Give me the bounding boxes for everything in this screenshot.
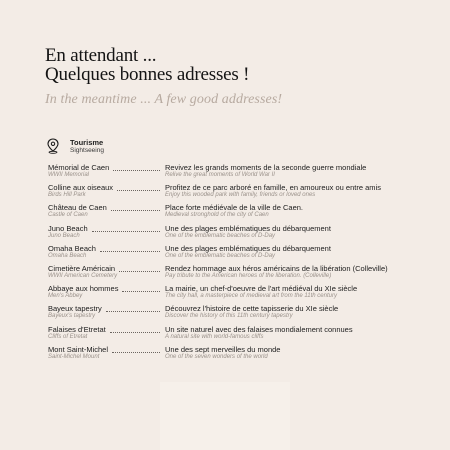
place-description-en: Medieval stronghold of the city of Caen	[165, 212, 269, 219]
dotted-leader	[110, 332, 160, 333]
dotted-leader	[112, 352, 160, 353]
place-description-en: Enjoy this wooded park with family, friends or loved ones	[165, 192, 316, 199]
list-item	[0, 163, 450, 183]
dotted-leader	[117, 190, 160, 191]
place-description-en: One of the seven wonders of the world	[165, 353, 268, 360]
place-name-en: Omaha Beach	[48, 252, 87, 259]
place-description-en: One of the emblematic beaches of D-Day	[165, 252, 276, 259]
place-name-en: Birds Hill Park	[48, 192, 86, 199]
page-title	[45, 46, 249, 84]
dotted-leader	[122, 291, 160, 292]
place-description: Une des plages emblématiques du débarquement	[165, 243, 331, 253]
place-description-en: Discover the history of this 11th century tapestry	[165, 313, 293, 320]
list-item	[0, 244, 450, 264]
place-name: Omaha Beach	[48, 243, 96, 253]
place-name-en: Men's Abbey	[48, 293, 83, 300]
bottom-panel	[160, 382, 290, 450]
dotted-leader	[106, 311, 160, 312]
place-name-en: Saint-Michel Mount	[48, 353, 100, 360]
dotted-leader	[119, 271, 160, 272]
list-item	[0, 284, 450, 304]
page-subtitle: In the meantime ... A few good addresses!	[45, 92, 283, 107]
list-item	[0, 224, 450, 244]
place-description: Profitez de ce parc arboré en famille, en amoureux ou entre amis	[165, 183, 381, 193]
dotted-leader	[111, 210, 160, 211]
place-name: Cimetière Américain	[48, 264, 116, 273]
place-description-en: The city hall, a masterpiece of medieval art from the 11th century	[165, 293, 337, 300]
dotted-leader	[92, 231, 160, 232]
place-description: Une des plages emblématiques du débarquement	[165, 223, 331, 233]
place-description: Revivez les grands moments de la seconde guerre mondiale	[165, 163, 367, 172]
map-pin-icon	[46, 138, 60, 154]
place-name: Falaises d'Etretat	[48, 324, 106, 334]
list-item	[0, 345, 450, 365]
place-description: Une des sept merveilles du monde	[165, 344, 281, 354]
place-name-en: WWII Memorial	[48, 172, 89, 178]
place-name: Mont Saint-Michel	[48, 344, 109, 354]
place-name-en: WWII American Cemetery	[48, 273, 118, 279]
place-description: La mairie, un chef-d'oeuvre de l'art médiéval du XIe siècle	[165, 284, 358, 294]
title-line-1: En attendant ...	[45, 45, 157, 66]
place-description-en: Pay tribute to the American heroes of the liberation. (Colleville)	[165, 273, 332, 279]
place-description: Un site naturel avec des falaises mondialement connues	[165, 324, 353, 334]
list-item	[0, 264, 450, 284]
list-item	[0, 183, 450, 203]
place-description-en: A natural site with world-famous cliffs	[165, 333, 264, 340]
list-item	[0, 203, 450, 223]
place-name: Juno Beach	[48, 223, 88, 233]
place-description: Découvrez l'histoire de cette tapisserie du XIe siècle	[165, 304, 339, 314]
section-subtitle: Sightseeing	[70, 147, 104, 154]
dotted-leader	[113, 170, 160, 171]
place-description: Place forte médiévale de la ville de Caen.	[165, 203, 303, 213]
place-name: Colline aux oiseaux	[48, 183, 114, 193]
place-name: Mémorial de Caen	[48, 163, 110, 172]
place-description-en: Relive the great moments of World War II	[165, 172, 275, 178]
section-title: Tourisme	[70, 138, 104, 147]
place-name-en: Juno Beach	[48, 232, 80, 239]
place-description-en: One of the emblematic beaches of D-Day	[165, 232, 276, 239]
place-name-en: Cliffs of Etretat	[48, 333, 88, 340]
list-item	[0, 325, 450, 345]
place-name-en: Bayeux's tapestry	[48, 313, 96, 320]
place-description: Rendez hommage aux héros américains de la libération (Colleville)	[165, 264, 388, 273]
place-name-en: Castle of Caen	[48, 212, 88, 219]
place-name: Abbaye aux hommes	[48, 284, 119, 294]
dotted-leader	[100, 251, 160, 252]
place-name: Château de Caen	[48, 203, 107, 213]
list-item	[0, 304, 450, 324]
title-line-2: Quelques bonnes adresses !	[45, 64, 250, 85]
place-name: Bayeux tapestry	[48, 304, 102, 314]
